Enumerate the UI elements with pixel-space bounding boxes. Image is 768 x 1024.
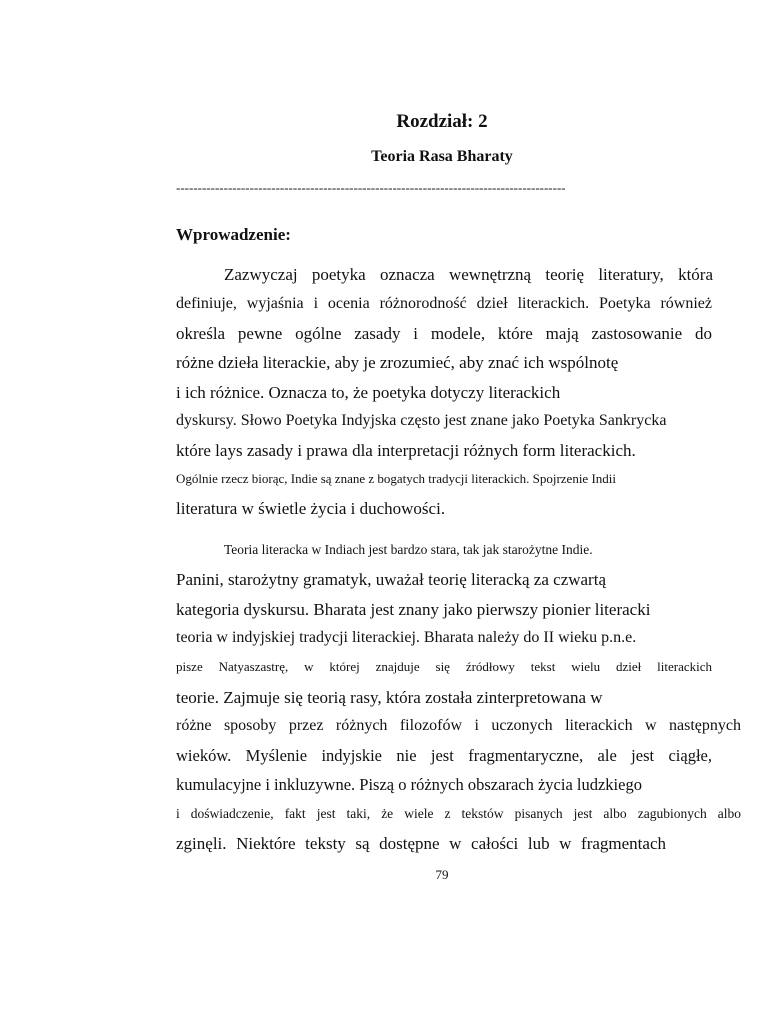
body-line: pisze Natyaszastrę, w której znajduje się źródłowy tekst wielu dzieł literackich bbox=[176, 659, 712, 674]
body-line: definiuje, wyjaśnia i ocenia różnorodność dzieł literackich. Poetyka również bbox=[176, 295, 712, 312]
body-line: które lays zasady i prawa dla interpretacji różnych form literackich. bbox=[176, 441, 636, 460]
body-line: Ogólnie rzecz biorąc, Indie są znane z bogatych tradycji literackich. Spojrzenie Indii bbox=[176, 471, 617, 486]
dashed-divider: ------------------------------------------------------------------------------------------ bbox=[176, 180, 566, 195]
body-line: Panini, starożytny gramatyk, uważał teorię literacką za czwartą bbox=[176, 570, 606, 589]
chapter-subtitle: Teoria Rasa Bharaty bbox=[371, 148, 513, 165]
section-heading: Wprowadzenie: bbox=[176, 225, 291, 244]
body-line: i doświadczenie, fakt jest taki, że wiele z tekstów pisanych jest albo zagubionych albo bbox=[176, 806, 741, 821]
body-line: kategoria dyskursu. Bharata jest znany jako pierwszy pionier literacki bbox=[176, 600, 651, 619]
body-line: dyskursy. Słowo Poetyka Indyjska często jest znane jako Poetyka Sankrycka bbox=[176, 412, 667, 429]
body-line: różne dzieła literackie, aby je zrozumieć, aby znać ich wspólnotę bbox=[176, 353, 619, 372]
body-line: teorie. Zajmuje się teorią rasy, która została zinterpretowana w bbox=[176, 688, 603, 707]
chapter-title: Rozdział: 2 bbox=[396, 111, 488, 132]
body-line: określa pewne ogólne zasady i modele, które mają zastosowanie do bbox=[176, 324, 712, 343]
body-line: literatura w świetle życia i duchowości. bbox=[176, 499, 446, 518]
body-line: wieków. Myślenie indyjskie nie jest fragmentaryczne, ale jest ciągłe, bbox=[176, 746, 712, 765]
body-line: kumulacyjne i inkluzywne. Piszą o różnych obszarach życia ludzkiego bbox=[176, 775, 642, 794]
body-line: Zazwyczaj poetyka oznacza wewnętrzną teorię literatury, która bbox=[224, 265, 713, 284]
body-line: teoria w indyjskiej tradycji literackiej. Bharata należy do II wieku p.n.e. bbox=[176, 629, 637, 646]
body-line: i ich różnice. Oznacza to, że poetyka dotyczy literackich bbox=[176, 383, 561, 402]
body-line: Teoria literacka w Indiach jest bardzo stara, tak jak starożytne Indie. bbox=[224, 542, 593, 557]
body-line: różne sposoby przez różnych filozofów i uczonych literackich w następnych bbox=[176, 717, 741, 734]
body-line: zginęli. Niektóre teksty są dostępne w całości lub w fragmentach bbox=[176, 834, 666, 853]
page-number: 79 bbox=[435, 867, 449, 882]
